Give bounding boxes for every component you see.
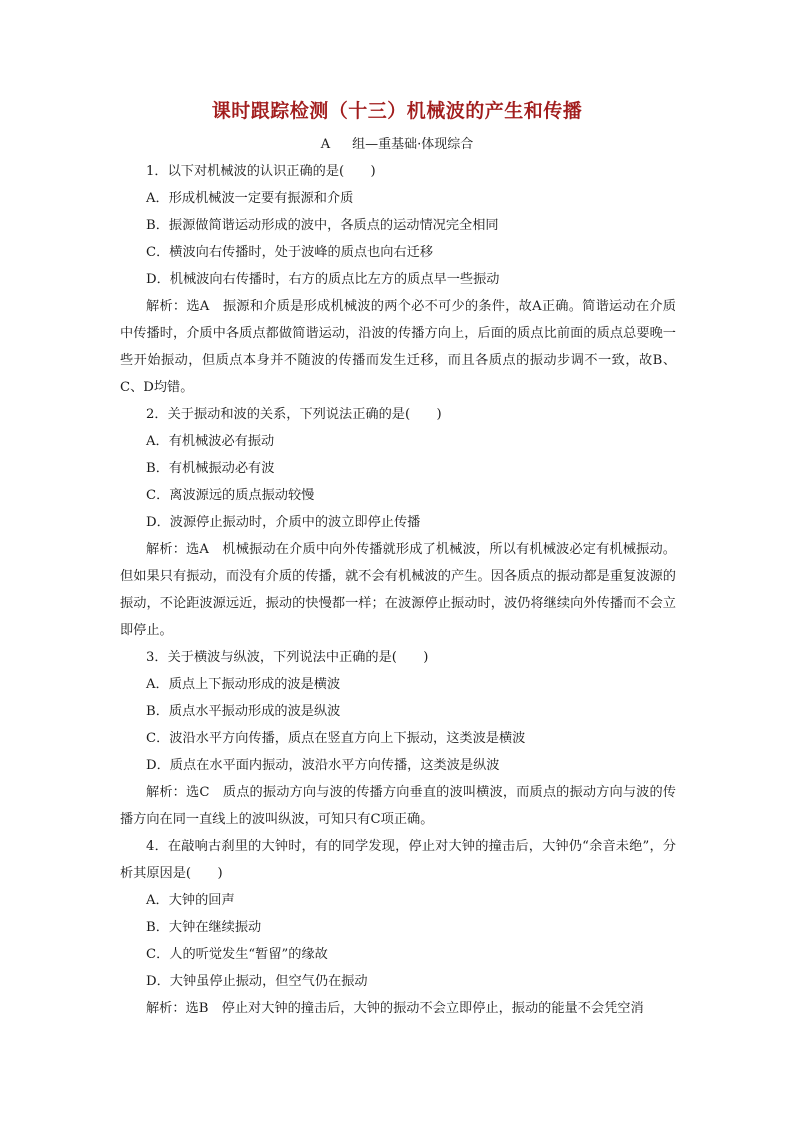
option-c: C．离波源远的质点振动较慢	[146, 488, 315, 503]
question-stem: 3．关于横波与纵波，下列说法中正确的是( )	[146, 650, 429, 665]
option-d: D．机械波向右传播时，右方的质点比左方的质点早一些振动	[146, 272, 500, 287]
section-letter: A	[320, 137, 331, 152]
question-3	[120, 644, 676, 833]
section-heading	[0, 133, 794, 152]
question-stem: 4．在敲响古刹里的大钟时，有的同学发现，停止对大钟的撞击后，大钟仍“余音未绝”，分析其原因是( )	[120, 839, 676, 881]
option-a: A．形成机械波一定要有振源和介质	[146, 191, 354, 206]
section-name: 组—重基础·体现综合	[352, 137, 474, 152]
analysis: 解析：选B 停止对大钟的撞击后，大钟的振动不会立即停止，振动的能量不会凭空消	[146, 1001, 644, 1016]
option-c: C．波沿水平方向传播，质点在竖直方向上下振动，这类波是横波	[146, 731, 526, 746]
option-a: A．大钟的回声	[146, 893, 235, 908]
option-b: B．大钟在继续振动	[146, 920, 262, 935]
option-d: D．大钟虽停止振动，但空气仍在振动	[146, 974, 368, 989]
option-c: C．人的听觉发生“暂留”的缘故	[146, 947, 328, 962]
question-4	[120, 833, 676, 1022]
question-2	[120, 401, 676, 644]
question-1	[120, 158, 676, 401]
analysis: 解析：选A 机械振动在介质中向外传播就形成了机械波，所以有机械波必定有机械振动。但如果只有振动，而没有介质的传播，就不会有机械波的产生。因各质点的振动都是重复波源的振动，不论距波源远近，振动的快慢都一样；在波源停止振动时，波仍将继续向外传播而不会立即停止。	[120, 542, 676, 638]
question-stem: 1．以下对机械波的认识正确的是( )	[146, 164, 376, 179]
question-stem: 2．关于振动和波的关系，下列说法正确的是( )	[146, 407, 442, 422]
option-a: A．有机械波必有振动	[146, 434, 275, 449]
option-d: D．质点在水平面内振动，波沿水平方向传播，这类波是纵波	[146, 758, 500, 773]
option-b: B．质点水平振动形成的波是纵波	[146, 704, 341, 719]
option-b: B．有机械振动必有波	[146, 461, 275, 476]
question-list	[120, 158, 676, 1022]
option-c: C．横波向右传播时，处于波峰的质点也向右迁移	[146, 245, 434, 260]
page-title: 课时跟踪检测（十三）机械波的产生和传播	[211, 100, 583, 122]
option-d: D．波源停止振动时，介质中的波立即停止传播	[146, 515, 421, 530]
option-b: B．振源做简谐运动形成的波中，各质点的运动情况完全相同	[146, 218, 499, 233]
analysis: 解析：选C 质点的振动方向与波的传播方向垂直的波叫横波，而质点的振动方向与波的传播方向在同一直线上的波叫纵波，可知只有C项正确。	[120, 785, 676, 827]
option-a: A．质点上下振动形成的波是横波	[146, 677, 341, 692]
analysis: 解析：选A 振源和介质是形成机械波的两个必不可少的条件，故A正确。简谐运动在介质中传播时，介质中各质点都做简谐运动，沿波的传播方向上，后面的质点比前面的质点总要晚一些开始振动，但质点本身并不随波的传播而发生迁移，而且各质点的振动步调不一致，故B、C、D均错。	[120, 299, 676, 395]
